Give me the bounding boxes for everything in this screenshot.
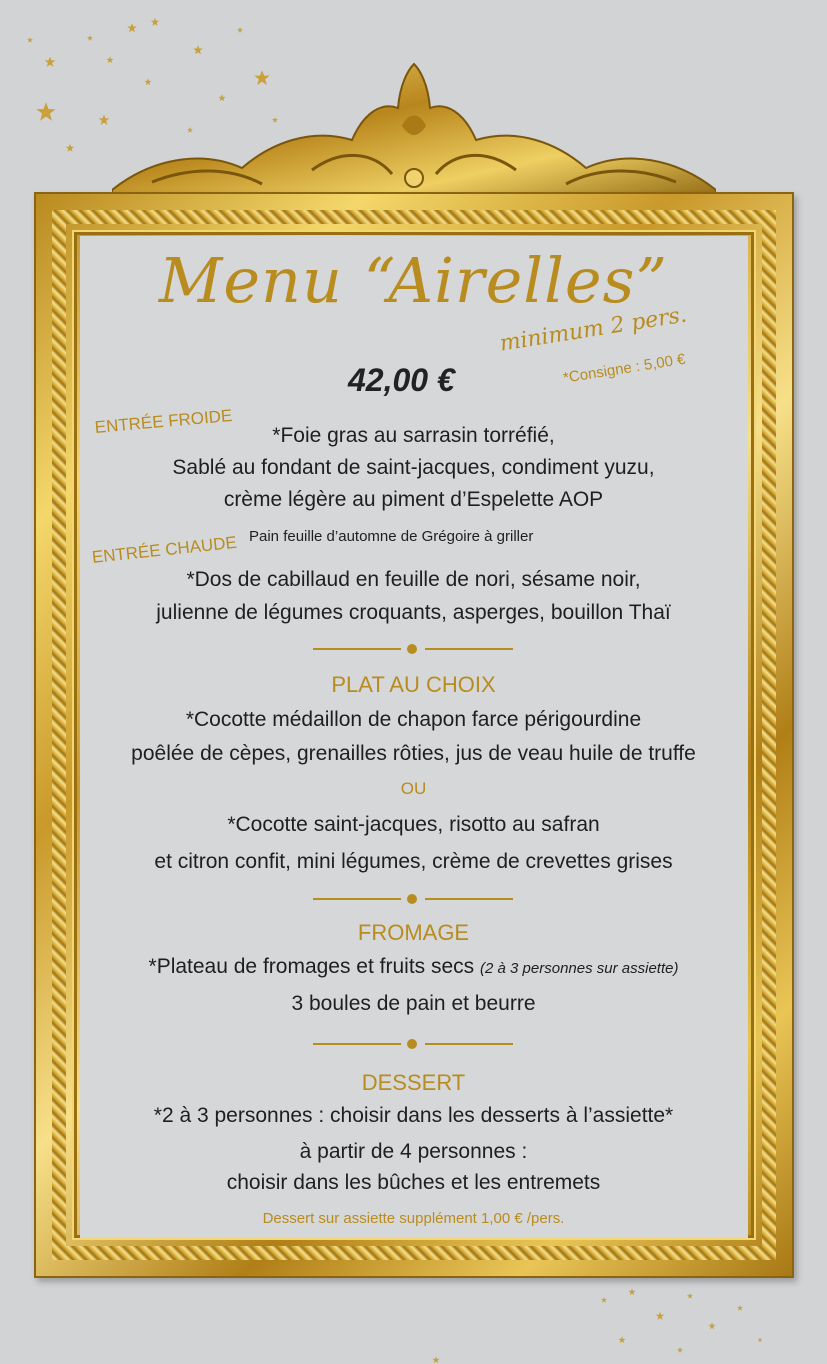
fromage-line-1-text: *Plateau de fromages et fruits secs bbox=[148, 955, 475, 978]
fromage-line-2: 3 boules de pain et beurre bbox=[291, 992, 536, 1015]
dessert-supplement: Dessert sur assiette supplément 1,00 € /pers. bbox=[262, 1210, 565, 1227]
dessert-line-3: choisir dans les bûches et les entremets bbox=[226, 1171, 601, 1194]
entree-chaude-label: ENTRÉE CHAUDE bbox=[91, 532, 238, 567]
entree-froide-label: ENTRÉE FROIDE bbox=[94, 405, 234, 437]
menu-title: Menu “Airelles” bbox=[158, 244, 669, 317]
plat-option1-line-1: *Cocotte médaillon de chapon farce périgourdine bbox=[185, 708, 642, 731]
plat-heading: PLAT AU CHOIX bbox=[331, 672, 496, 697]
entree-froide-line-1: *Foie gras au sarrasin torréfié, bbox=[272, 424, 555, 447]
fromage-line-1 bbox=[0, 955, 827, 979]
separator-2 bbox=[313, 893, 513, 905]
menu-price: 42,00 € bbox=[348, 362, 455, 398]
plat-or: OU bbox=[400, 779, 427, 798]
separator-1 bbox=[313, 643, 513, 655]
separator-3 bbox=[313, 1038, 513, 1050]
dessert-heading: DESSERT bbox=[361, 1070, 466, 1095]
dessert-line-2: à partir de 4 personnes : bbox=[299, 1140, 528, 1163]
plat-option2-line-2: et citron confit, mini légumes, crème de crevettes grises bbox=[154, 850, 673, 873]
consigne-note: *Consigne : 5,00 € bbox=[562, 350, 687, 387]
entree-froide-line-2: Sablé au fondant de saint-jacques, condiment yuzu, bbox=[172, 456, 655, 479]
entree-froide-line-3: crème légère au piment d’Espelette AOP bbox=[223, 488, 604, 511]
minimum-persons-note: minimum 2 pers. bbox=[498, 302, 689, 357]
plat-option1-line-2: poêlée de cèpes, grenailles rôties, jus de veau huile de truffe bbox=[131, 742, 696, 765]
entree-chaude-line-2: julienne de légumes croquants, asperges, bouillon Thaï bbox=[156, 601, 671, 624]
dessert-line-1: *2 à 3 personnes : choisir dans les desserts à l’assiette* bbox=[153, 1104, 674, 1127]
entree-chaude-line-1: *Dos de cabillaud en feuille de nori, sésame noir, bbox=[186, 568, 641, 591]
fromage-line-1-note: (2 à 3 personnes sur assiette) bbox=[480, 960, 679, 977]
plat-option2-line-1: *Cocotte saint-jacques, risotto au safran bbox=[227, 813, 600, 836]
bread-note: Pain feuille d’automne de Grégoire à griller bbox=[249, 528, 534, 545]
fromage-heading: FROMAGE bbox=[357, 920, 470, 945]
